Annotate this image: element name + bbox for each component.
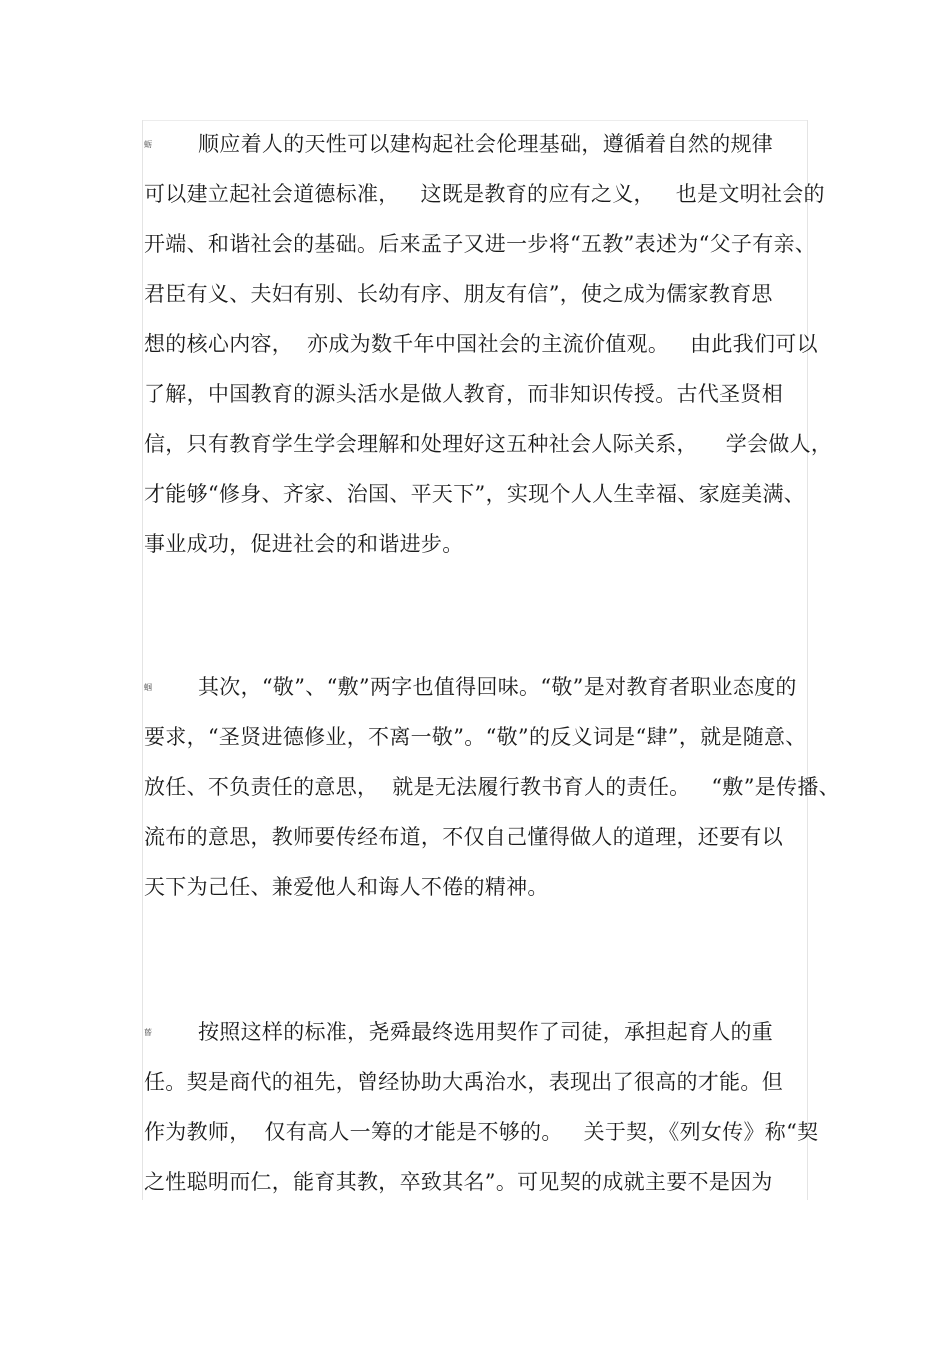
paragraph-line: 顺应着人的天性可以建构起社会伦理基础，遵循着自然的规律: [198, 132, 774, 156]
paragraph-line: 信，只有教育学生学会理解和处理好这五种社会人际关系， 学会做人，: [144, 432, 833, 456]
frame-top-rule: [142, 120, 808, 121]
paragraph-line: 之性聪明而仁，能育其教，卒致其名”。可见契的成就主要不是因为: [144, 1170, 773, 1194]
paragraph-line: 按照这样的标准，尧舜最终选用契作了司徒，承担起育人的重: [198, 1020, 774, 1044]
paragraph-line: 其次，“敬”、“敷”两字也值得回味。“敬”是对教育者职业态度的: [198, 675, 797, 699]
frame-right-rule: [807, 120, 808, 1200]
paragraph-line: 了解，中国教育的源头活水是做人教育，而非知识传授。古代圣贤相: [144, 382, 783, 406]
paragraph-line: 君臣有义、夫妇有别、长幼有序、朋友有信”，使之成为儒家教育思: [144, 282, 773, 306]
paragraph-line: 流布的意思，教师要传经布道，不仅自己懂得做人的道理，还要有以: [144, 825, 783, 849]
paragraph-line: 作为教师， 仅有高人一筹的才能是不够的。 关于契，《列女传》称“契: [144, 1120, 819, 1144]
paragraph-marker: 蝈: [144, 683, 152, 692]
frame-left-rule: [142, 120, 143, 1200]
paragraph-marker: 蒈: [144, 1028, 152, 1037]
paragraph-line: 天下为己任、兼爱他人和诲人不倦的精神。: [144, 875, 549, 899]
paragraph-line: 开端、和谐社会的基础。后来孟子又进一步将“五教”表述为“父子有亲、: [144, 232, 817, 256]
paragraph-line: 才能够“修身、齐家、治国、平天下”，实现个人人生幸福、家庭美满、: [144, 482, 806, 506]
paragraph-line: 任。契是商代的祖先，曾经协助大禹治水，表现出了很高的才能。但: [144, 1070, 783, 1094]
paragraph-line: 可以建立起社会道德标准， 这既是教育的应有之义， 也是文明社会的: [144, 182, 825, 206]
paragraph-marker: 蛎: [144, 140, 152, 149]
paragraph-line: 想的核心内容， 亦成为数千年中国社会的主流价值观。 由此我们可以: [144, 332, 818, 356]
paragraph-line: 事业成功，促进社会的和谐进步。: [144, 532, 464, 556]
paragraph-line: 要求，“圣贤进德修业，不离一敬”。“敬”的反义词是“肆”，就是随意、: [144, 725, 807, 749]
paragraph-line: 放任、不负责任的意思， 就是无法履行教书育人的责任。 “敷”是传播、: [144, 775, 840, 799]
